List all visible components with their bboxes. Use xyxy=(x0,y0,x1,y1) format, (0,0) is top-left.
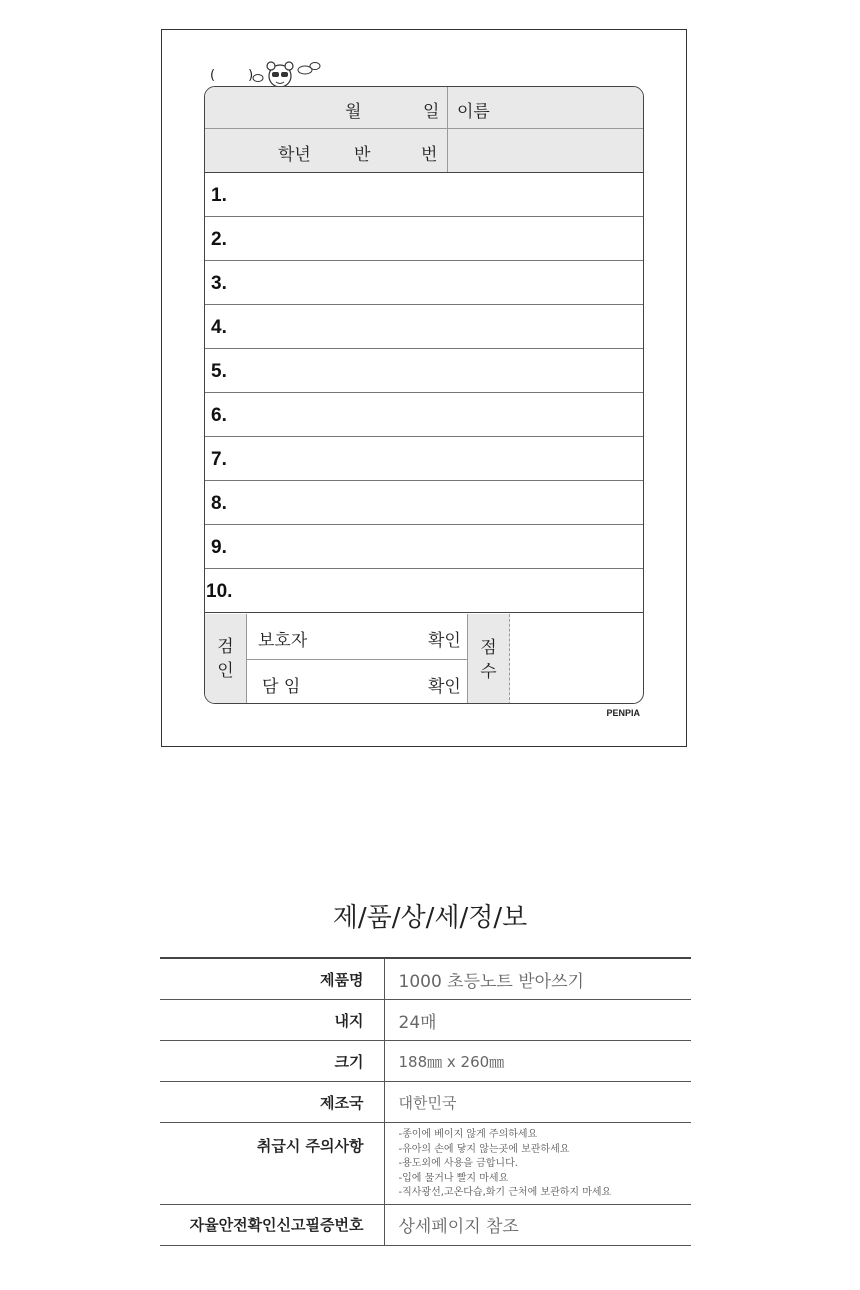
grade-class-header xyxy=(205,129,643,173)
answer-line xyxy=(205,173,643,217)
header-divider xyxy=(447,87,448,172)
brand-logo: PENPIA xyxy=(606,708,640,718)
answer-line xyxy=(205,481,643,525)
list-item: -종이에 베이지 않게 주의하세요 xyxy=(398,1129,538,1140)
table-row xyxy=(160,1041,691,1082)
line-number: 7. xyxy=(211,449,227,470)
row-value: 188㎜ x 260㎜ xyxy=(384,1041,691,1082)
name-label: 이름 xyxy=(457,102,490,122)
inspection-label-bottom: 인 xyxy=(217,661,234,681)
line-number: 6. xyxy=(211,405,227,426)
answer-line xyxy=(205,217,643,261)
inspection-label-top: 검 xyxy=(217,637,234,657)
line-number: 1. xyxy=(211,185,227,206)
row-key: 크기 xyxy=(160,1041,384,1082)
list-item: -입에 물거나 빨지 마세요 xyxy=(398,1172,509,1184)
line-number: 10. xyxy=(206,581,233,602)
product-image-frame xyxy=(161,29,687,747)
date-name-header xyxy=(205,87,643,129)
score-label-bottom: 수 xyxy=(480,662,497,682)
row-value xyxy=(384,1123,691,1205)
spelling-test-sheet xyxy=(204,86,644,704)
table-row xyxy=(160,1204,691,1245)
row-value: 상세페이지 참조 xyxy=(384,1204,691,1245)
row-key: 자율안전확인신고필증번호 xyxy=(160,1204,384,1245)
signature-section xyxy=(205,614,643,704)
month-label: 월 xyxy=(345,102,362,122)
row-value: 대한민국 xyxy=(384,1082,691,1123)
table-row xyxy=(160,1082,691,1123)
inspection-cell xyxy=(205,614,247,704)
row-key: 내지 xyxy=(160,1000,384,1041)
grade-label: 학년 xyxy=(278,145,311,165)
table-row xyxy=(160,958,691,1000)
list-item: -용도외에 사용을 금합니다. xyxy=(398,1158,518,1169)
answer-line xyxy=(205,261,643,305)
score-label-top: 점 xyxy=(480,638,497,658)
line-number: 4. xyxy=(211,317,227,338)
line-number: 8. xyxy=(211,493,227,514)
list-item: -직사광선,고온다습,화기 근처에 보관하지 마세요 xyxy=(398,1187,612,1198)
line-number: 3. xyxy=(211,273,227,294)
list-item: -유아의 손에 닿지 않는곳에 보관하세요 xyxy=(398,1143,570,1155)
line-number: 5. xyxy=(211,361,227,382)
guardian-confirm-label: 확인 xyxy=(428,631,461,651)
number-label: 번 xyxy=(421,145,438,165)
answer-line xyxy=(205,305,643,349)
class-label: 반 xyxy=(354,145,371,165)
table-row xyxy=(160,1123,691,1205)
row-key: 제품명 xyxy=(160,958,384,1000)
row-key: 제조국 xyxy=(160,1082,384,1123)
care-list xyxy=(399,1123,692,1204)
row-value: 24매 xyxy=(384,1000,691,1041)
day-label: 일 xyxy=(423,102,440,122)
row-key: 취급시 주의사항 xyxy=(160,1123,384,1205)
line-number: 2. xyxy=(211,229,227,250)
teacher-label: 담 임 xyxy=(262,677,301,697)
answer-line xyxy=(205,393,643,437)
teacher-confirm-label: 확인 xyxy=(428,677,461,697)
row-value: 1000 초등노트 받아쓰기 xyxy=(384,958,691,1000)
answer-line xyxy=(205,569,643,613)
score-cell xyxy=(467,614,510,704)
answer-line xyxy=(205,525,643,569)
guardian-row xyxy=(246,614,467,660)
paren-blank: ( ) xyxy=(210,68,254,83)
guardian-label: 보호자 xyxy=(258,631,308,651)
answer-line xyxy=(205,437,643,481)
line-number: 9. xyxy=(211,537,227,558)
product-info-table xyxy=(160,957,691,1246)
answer-line xyxy=(205,349,643,393)
table-row xyxy=(160,1000,691,1041)
product-info-title: 제/품/상/세/정/보 xyxy=(332,903,528,933)
